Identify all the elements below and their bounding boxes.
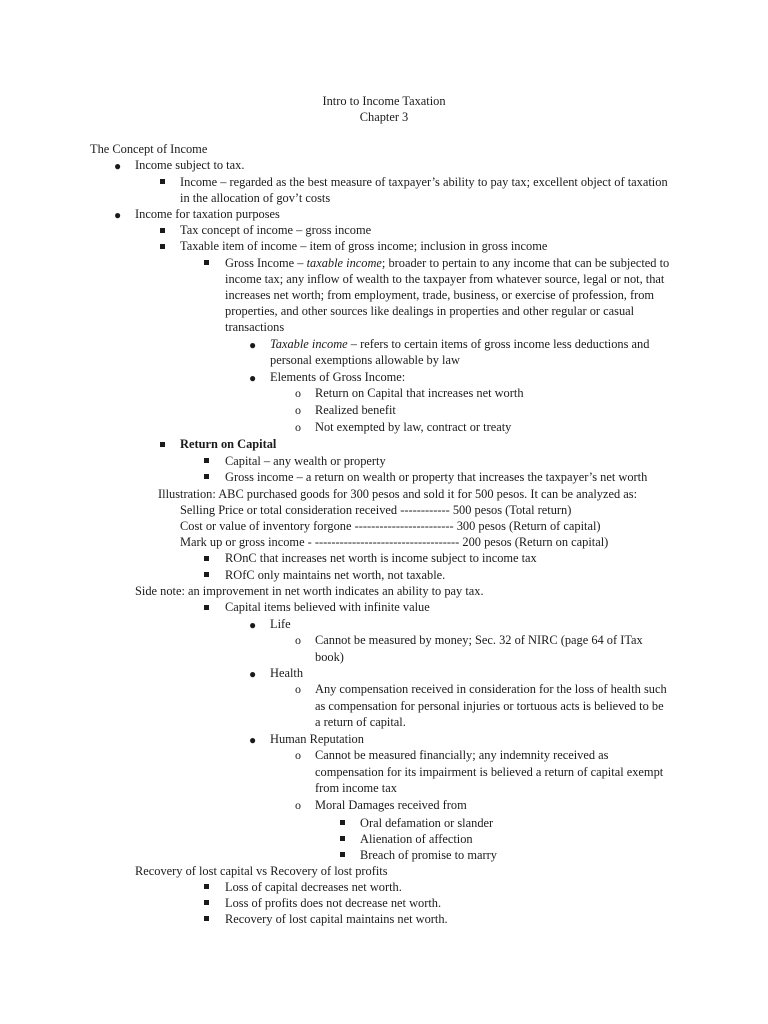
- list-item-continued: in the allocation of gov’t costs: [180, 191, 331, 205]
- list-item: Breach of promise to marry: [360, 848, 497, 862]
- bullet-square-icon: [160, 179, 165, 184]
- subsection-heading: Return on Capital: [180, 437, 277, 451]
- text-run: ; broader to pertain to any income that can be subjected to: [381, 256, 670, 270]
- bullet-square-icon: [204, 556, 209, 561]
- bullet-square-icon: [160, 228, 165, 233]
- chapter-label: Chapter 3: [359, 110, 409, 124]
- illustration-text: Illustration: ABC purchased goods for 300 pesos and sold it for 500 pesos. It can be analyzed as:: [158, 487, 638, 501]
- list-item-continued: properties, and other sources like dealings in properties and other regular or casual: [225, 304, 635, 318]
- document-title: Intro to Income Taxation: [322, 94, 446, 108]
- list-item: Capital items believed with infinite value: [225, 600, 430, 614]
- list-item-continued: increases net worth; from employment, trade, business, or exercise of profession, from: [225, 288, 655, 302]
- list-item: Elements of Gross Income:: [270, 370, 406, 384]
- bullet-square-icon: [204, 884, 209, 889]
- list-item: Return on Capital that increases net worth: [315, 386, 524, 400]
- bullet-dot-icon: ●: [114, 208, 122, 222]
- list-item: Gross income – a return on wealth or property that increases the taxpayer’s net worth: [225, 470, 648, 484]
- bullet-circle-icon: o: [295, 748, 301, 762]
- illustration-row: Selling Price or total consideration received ------------ 500 pesos (Total return): [180, 503, 572, 517]
- list-item: Cannot be measured financially; any indemnity received as: [315, 748, 609, 762]
- bullet-square-icon: [160, 442, 165, 447]
- list-item: Health: [270, 666, 304, 680]
- list-item: Cannot be measured by money; Sec. 32 of NIRC (page 64 of ITax: [315, 633, 643, 647]
- list-item: Not exempted by law, contract or treaty: [315, 420, 512, 434]
- bullet-square-icon: [340, 836, 345, 841]
- list-item: Income subject to tax.: [135, 158, 245, 172]
- illustration-row: Mark up or gross income - ----------------------------------- 200 pesos (Return on capital): [180, 535, 609, 549]
- list-item: Alienation of affection: [360, 832, 473, 846]
- list-item-continued: transactions: [225, 320, 285, 334]
- list-item: Recovery of lost capital maintains net worth.: [225, 912, 448, 926]
- emphasis-text: taxable income: [306, 256, 382, 270]
- list-item: Realized benefit: [315, 403, 396, 417]
- bullet-dot-icon: ●: [249, 667, 257, 681]
- list-item: Income for taxation purposes: [135, 207, 280, 221]
- list-item: Tax concept of income – gross income: [180, 223, 372, 237]
- bullet-dot-icon: ●: [249, 733, 257, 747]
- list-item: ROfC only maintains net worth, not taxable.: [225, 568, 446, 582]
- list-item: Loss of profits does not decrease net worth.: [225, 896, 442, 910]
- illustration-row: Cost or value of inventory forgone ------------------------ 300 pesos (Return of capital): [180, 519, 601, 533]
- bullet-square-icon: [204, 916, 209, 921]
- bullet-square-icon: [204, 900, 209, 905]
- subsection-text: Recovery of lost capital vs Recovery of lost profits: [135, 864, 388, 878]
- emphasis-text: Taxable income: [270, 337, 348, 351]
- text-run: Gross Income –: [225, 256, 307, 270]
- bullet-dot-icon: ●: [249, 338, 257, 352]
- bullet-square-icon: [160, 244, 165, 249]
- bullet-dot-icon: ●: [249, 371, 257, 385]
- list-item-continued: as compensation for personal injuries or tortuous acts is believed to be: [315, 699, 664, 713]
- side-note: Side note: an improvement in net worth indicates an ability to pay tax.: [135, 584, 484, 598]
- list-item: Moral Damages received from: [315, 798, 467, 812]
- list-item-continued: a return of capital.: [315, 715, 406, 729]
- list-item: Income – regarded as the best measure of taxpayer’s ability to pay tax; excellent object of taxation: [180, 175, 668, 189]
- list-item: Capital – any wealth or property: [225, 454, 386, 468]
- list-item-continued: compensation for its impairment is believed a return of capital exempt: [315, 765, 664, 779]
- list-item: [270, 336, 649, 352]
- bullet-dot-icon: ●: [249, 618, 257, 632]
- list-item: Loss of capital decreases net worth.: [225, 880, 402, 894]
- list-item-continued: income tax; any inflow of wealth to the taxpayer from whatever source, legal or not, that: [225, 272, 665, 286]
- bullet-circle-icon: o: [295, 682, 301, 696]
- bullet-square-icon: [340, 820, 345, 825]
- list-item: ROnC that increases net worth is income subject to income tax: [225, 551, 537, 565]
- bullet-square-icon: [204, 474, 209, 479]
- bullet-dot-icon: ●: [114, 159, 122, 173]
- list-item: [225, 255, 669, 271]
- bullet-square-icon: [204, 458, 209, 463]
- bullet-circle-icon: o: [295, 633, 301, 647]
- list-item-continued: personal exemptions allowable by law: [270, 353, 460, 367]
- list-item: Life: [270, 617, 291, 631]
- list-item: Human Reputation: [270, 732, 364, 746]
- bullet-circle-icon: o: [295, 798, 301, 812]
- list-item: Any compensation received in consideration for the loss of health such: [315, 682, 667, 696]
- bullet-circle-icon: o: [295, 420, 301, 434]
- bullet-square-icon: [204, 605, 209, 610]
- list-item: Taxable item of income – item of gross income; inclusion in gross income: [180, 239, 548, 253]
- bullet-square-icon: [204, 260, 209, 265]
- bullet-circle-icon: o: [295, 403, 301, 417]
- list-item-continued: book): [315, 650, 344, 664]
- list-item-continued: from income tax: [315, 781, 397, 795]
- bullet-circle-icon: o: [295, 386, 301, 400]
- text-run: – refers to certain items of gross income less deductions and: [347, 337, 650, 351]
- bullet-square-icon: [204, 572, 209, 577]
- bullet-square-icon: [340, 852, 345, 857]
- section-heading: The Concept of Income: [90, 142, 208, 156]
- list-item: Oral defamation or slander: [360, 816, 494, 830]
